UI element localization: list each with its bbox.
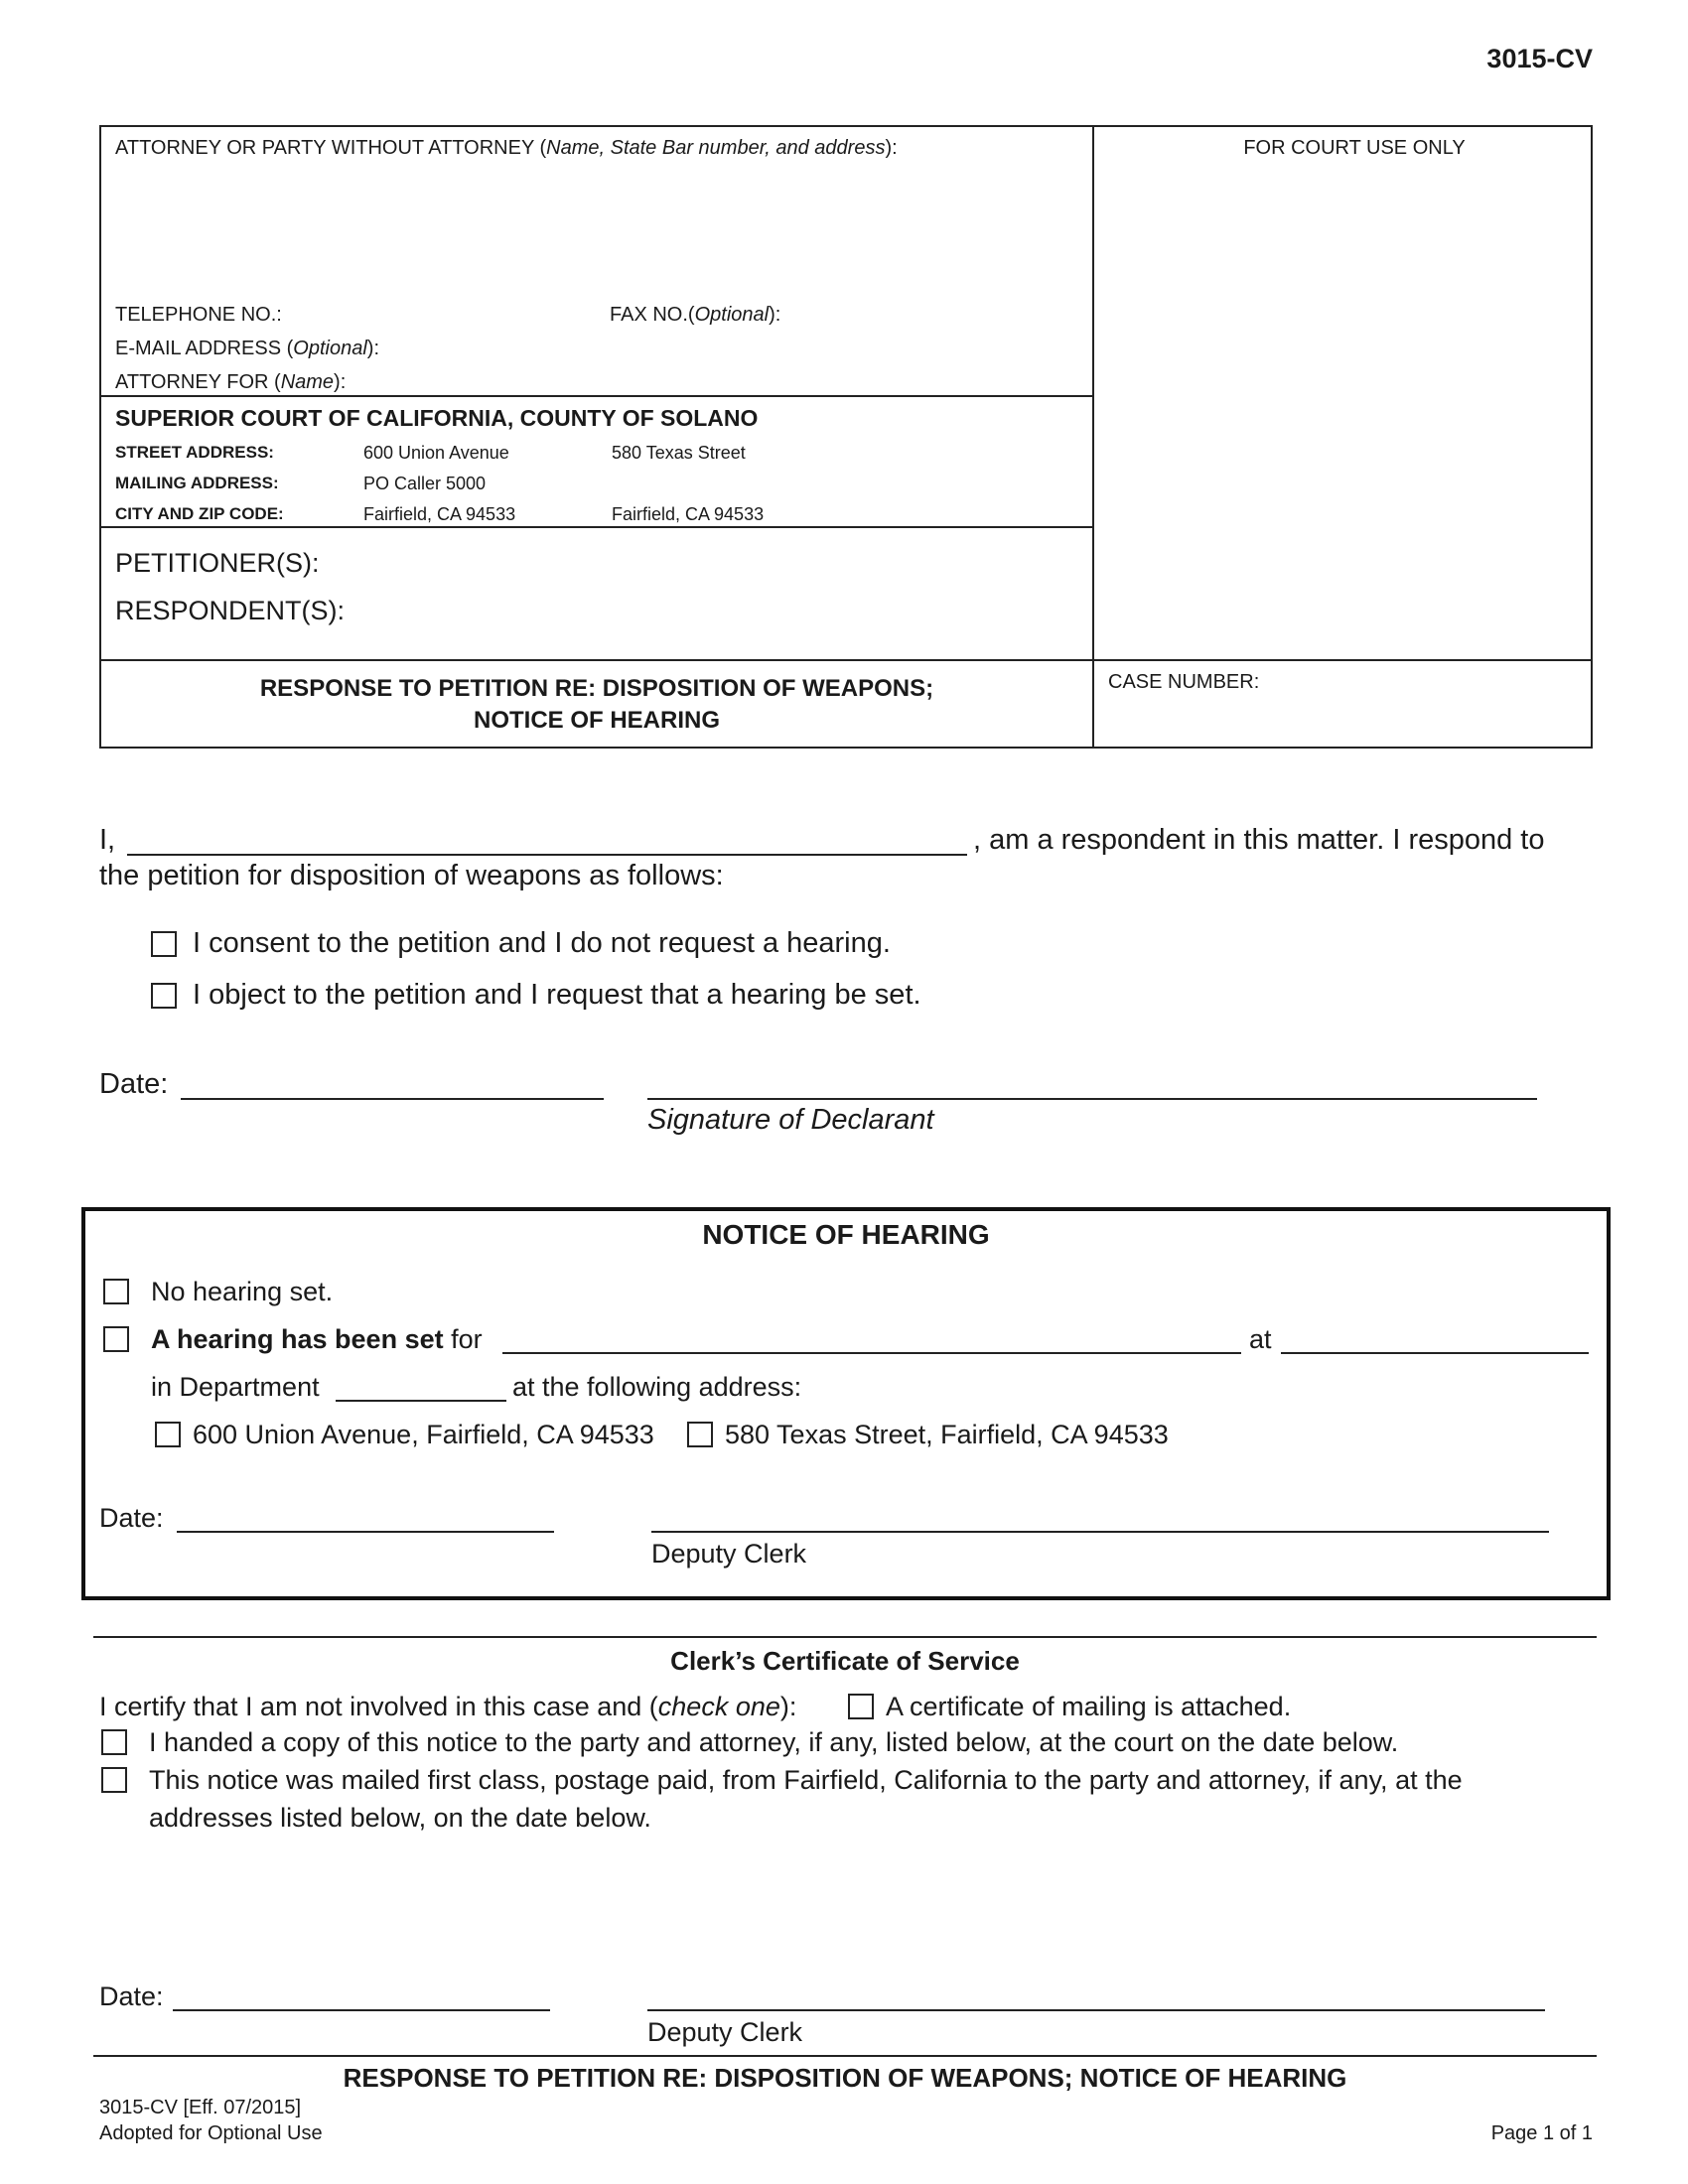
hearing-set-checkbox[interactable] — [103, 1326, 129, 1352]
response-date-field[interactable] — [181, 1098, 604, 1100]
form-title-line1: RESPONSE TO PETITION RE: DISPOSITION OF WEAPONS; — [259, 675, 934, 702]
court-section-divider — [101, 395, 1092, 397]
certificate-date-field[interactable] — [173, 2009, 550, 2011]
notice-date-field[interactable] — [177, 1531, 554, 1533]
handed-copy-label: I handed a copy of this notice to the party and attorney, if any, listed below, at the court on the date below. — [149, 1727, 1399, 1757]
mailed-label-line2: addresses listed below, on the date below. — [149, 1803, 651, 1833]
hearing-set-label: A hearing has been set for — [151, 1324, 483, 1354]
footer-rule — [93, 2055, 1597, 2057]
notice-clerk-signature-field[interactable] — [651, 1531, 1549, 1533]
mailed-checkbox[interactable] — [101, 1767, 127, 1793]
street-address-1: 600 Union Avenue — [363, 443, 509, 463]
caption-divider — [1092, 127, 1094, 747]
caption-box — [99, 125, 1593, 749]
consent-label: I consent to the petition and I do not request a hearing. — [193, 927, 891, 959]
certificate-clerk-label: Deputy Clerk — [647, 2017, 803, 2047]
notice-heading: NOTICE OF HEARING — [702, 1219, 990, 1250]
form-title-line2: NOTICE OF HEARING — [473, 707, 720, 734]
address-1-checkbox[interactable] — [155, 1422, 181, 1447]
mailing-address-label: MAILING ADDRESS: — [115, 474, 279, 492]
declarant-signature-field[interactable] — [647, 1098, 1537, 1100]
respondent-label: RESPONDENT(S): — [115, 596, 346, 625]
notice-date-label: Date: — [99, 1503, 164, 1533]
certify-text: I certify that I am not involved in this case and (check one): — [99, 1692, 797, 1721]
court-name: SUPERIOR COURT OF CALIFORNIA, COUNTY OF SOLANO — [115, 405, 759, 431]
form-title — [101, 673, 1092, 737]
response-date-label: Date: — [99, 1068, 169, 1100]
hearing-at-label: at — [1249, 1324, 1272, 1354]
city-zip-label: CITY AND ZIP CODE: — [115, 504, 284, 523]
respondent-name-field[interactable] — [127, 854, 967, 856]
object-label: I object to the petition and I request that a hearing be set. — [193, 979, 921, 1011]
intro-rest: , am a respondent in this matter. I respond to — [973, 824, 1545, 856]
consent-checkbox[interactable] — [151, 931, 177, 957]
hearing-date-field[interactable] — [502, 1352, 1241, 1354]
court-use-label: FOR COURT USE ONLY — [1243, 137, 1466, 159]
fax-label: FAX NO.(Optional): — [610, 304, 781, 326]
hearing-time-field[interactable] — [1281, 1352, 1589, 1354]
object-checkbox[interactable] — [151, 983, 177, 1009]
address-1-label: 600 Union Avenue, Fairfield, CA 94533 — [193, 1420, 654, 1449]
attorney-for-label: ATTORNEY FOR (Name): — [115, 371, 347, 393]
address-2-label: 580 Texas Street, Fairfield, CA 94533 — [725, 1420, 1169, 1449]
case-number-label: CASE NUMBER: — [1108, 671, 1260, 693]
following-address-label: at the following address: — [512, 1372, 802, 1402]
parties-section-divider — [101, 526, 1092, 528]
email-label: E-MAIL ADDRESS (Optional): — [115, 338, 380, 359]
city-zip-1: Fairfield, CA 94533 — [363, 504, 516, 524]
certificate-clerk-signature-field[interactable] — [647, 2009, 1545, 2011]
telephone-label: TELEPHONE NO.: — [115, 304, 282, 326]
footer-adopted: Adopted for Optional Use — [99, 2122, 323, 2144]
petitioner-label: PETITIONER(S): — [115, 548, 320, 578]
notice-of-hearing-box — [81, 1207, 1611, 1600]
handed-copy-checkbox[interactable] — [101, 1729, 127, 1755]
mailing-attached-label: A certificate of mailing is attached. — [886, 1692, 1292, 1721]
mailed-label-line1: This notice was mailed first class, postage paid, from Fairfield, California to the party and attorney, if any, at the — [149, 1765, 1463, 1795]
attorney-label: ATTORNEY OR PARTY WITHOUT ATTORNEY (Name, State Bar number, and address): — [115, 137, 898, 159]
mailing-address-1: PO Caller 5000 — [363, 474, 487, 493]
certificate-heading: Clerk’s Certificate of Service — [670, 1646, 1020, 1676]
form-number: 3015-CV — [1486, 44, 1593, 73]
no-hearing-label: No hearing set. — [151, 1277, 334, 1306]
department-label: in Department — [151, 1372, 320, 1402]
city-zip-2: Fairfield, CA 94533 — [612, 504, 765, 524]
address-2-checkbox[interactable] — [687, 1422, 713, 1447]
declarant-signature-label: Signature of Declarant — [647, 1104, 934, 1136]
intro-i: I, — [99, 824, 116, 856]
title-section-divider — [101, 659, 1591, 661]
certificate-date-label: Date: — [99, 1981, 164, 2011]
intro-line2: the petition for disposition of weapons as follows: — [99, 860, 724, 891]
street-address-label: STREET ADDRESS: — [115, 443, 274, 462]
footer-title: RESPONSE TO PETITION RE: DISPOSITION OF WEAPONS; NOTICE OF HEARING — [343, 2063, 1347, 2093]
street-address-2: 580 Texas Street — [612, 443, 746, 463]
notice-clerk-label: Deputy Clerk — [651, 1539, 807, 1569]
mailing-attached-checkbox[interactable] — [848, 1694, 874, 1719]
footer-page: Page 1 of 1 — [1490, 2122, 1593, 2144]
no-hearing-checkbox[interactable] — [103, 1279, 129, 1304]
certificate-top-rule — [93, 1636, 1597, 1638]
department-field[interactable] — [336, 1400, 506, 1402]
footer-form-id: 3015-CV [Eff. 07/2015] — [99, 2097, 302, 2118]
